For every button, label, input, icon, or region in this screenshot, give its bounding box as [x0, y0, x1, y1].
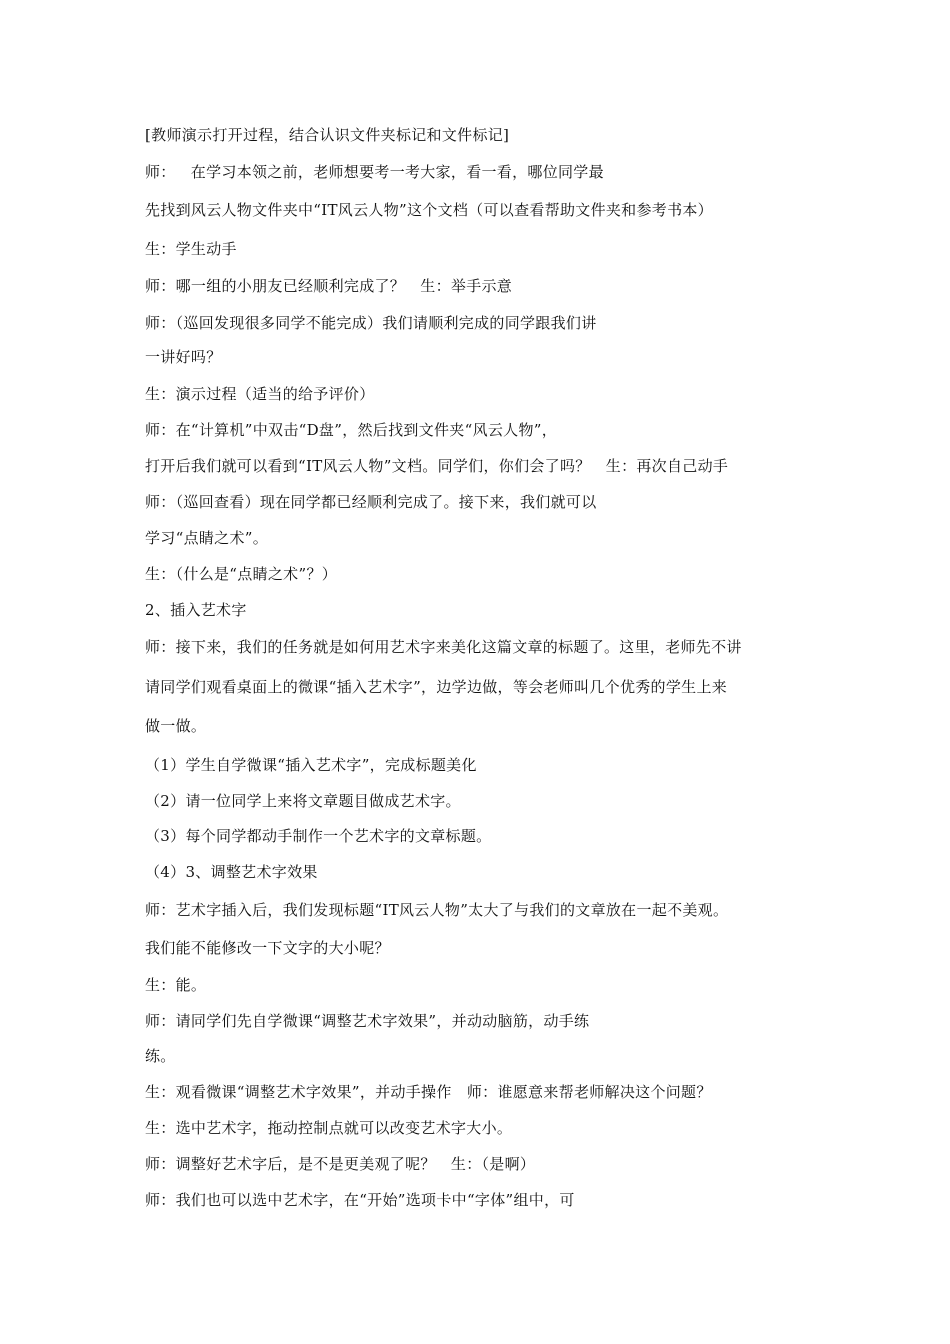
text-line: 做一做。: [145, 717, 207, 735]
text-line: 打开后我们就可以看到“IT风云人物”文档。同学们，你们会了吗？ 生：再次自己动手: [145, 457, 729, 475]
text-line: 师：哪一组的小朋友已经顺利完成了？ 生：举手示意: [145, 277, 513, 295]
text-line: 一讲好吗？: [145, 348, 222, 366]
text-line: [教师演示打开过程，结合认识文件夹标记和文件标记]: [145, 126, 510, 144]
text-line: 师：接下来，我们的任务就是如何用艺术字来美化这篇文章的标题了。这里，老师先不讲: [145, 638, 742, 656]
text-line: 师：在“计算机”中双击“D盘”，然后找到文件夹“风云人物”，: [145, 421, 558, 439]
text-line: 请同学们观看桌面上的微课“插入艺术字”，边学边做，等会老师叫几个优秀的学生上来: [145, 678, 728, 696]
list-item: （2）请一位同学上来将文章题目做成艺术字。: [145, 792, 461, 810]
text-line: 师：艺术字插入后，我们发现标题“IT风云人物”太大了与我们的文章放在一起不美观。: [145, 901, 729, 919]
text-line: 生：学生动手: [145, 240, 237, 258]
text-line: 我们能不能修改一下文字的大小呢？: [145, 939, 390, 957]
text-line: 生：演示过程（适当的给予评价）: [145, 385, 375, 403]
text-line: 生：能。: [145, 976, 207, 994]
text-line: 练。: [145, 1047, 176, 1065]
list-item: （4）3、调整艺术字效果: [145, 863, 318, 881]
list-item: （3）每个同学都动手制作一个艺术字的文章标题。: [145, 827, 492, 845]
text-line: 先找到风云人物文件夹中“IT风云人物”这个文档（可以查看帮助文件夹和参考书本）: [145, 201, 713, 219]
text-line: 师： 在学习本领之前，老师想要考一考大家，看一看，哪位同学最: [145, 163, 604, 181]
text-line: 学习“点睛之术”。: [145, 529, 269, 547]
text-line: 师：调整好艺术字后，是不是更美观了呢？ 生：（是啊）: [145, 1155, 536, 1173]
text-line: 生：观看微课“调整艺术字效果”，并动手操作 师：谁愿意来帮老师解决这个问题？: [145, 1083, 712, 1101]
text-line: 师：（巡回查看）现在同学都已经顺利完成了。接下来，我们就可以: [145, 493, 597, 511]
list-item: （1）学生自学微课“插入艺术字”，完成标题美化: [145, 756, 477, 774]
section-heading: 2、插入艺术字: [145, 601, 247, 619]
text-line: 生：选中艺术字，拖动控制点就可以改变艺术字大小。: [145, 1119, 513, 1137]
text-line: 师：请同学们先自学微课“调整艺术字效果”，并动动脑筋，动手练: [145, 1012, 590, 1030]
text-line: 师：我们也可以选中艺术字，在“开始”选项卡中“字体”组中，可: [145, 1191, 575, 1209]
text-line: 师：（巡回发现很多同学不能完成）我们请顺利完成的同学跟我们讲: [145, 314, 597, 332]
text-line: 生：（什么是“点睛之术”？）: [145, 565, 338, 583]
